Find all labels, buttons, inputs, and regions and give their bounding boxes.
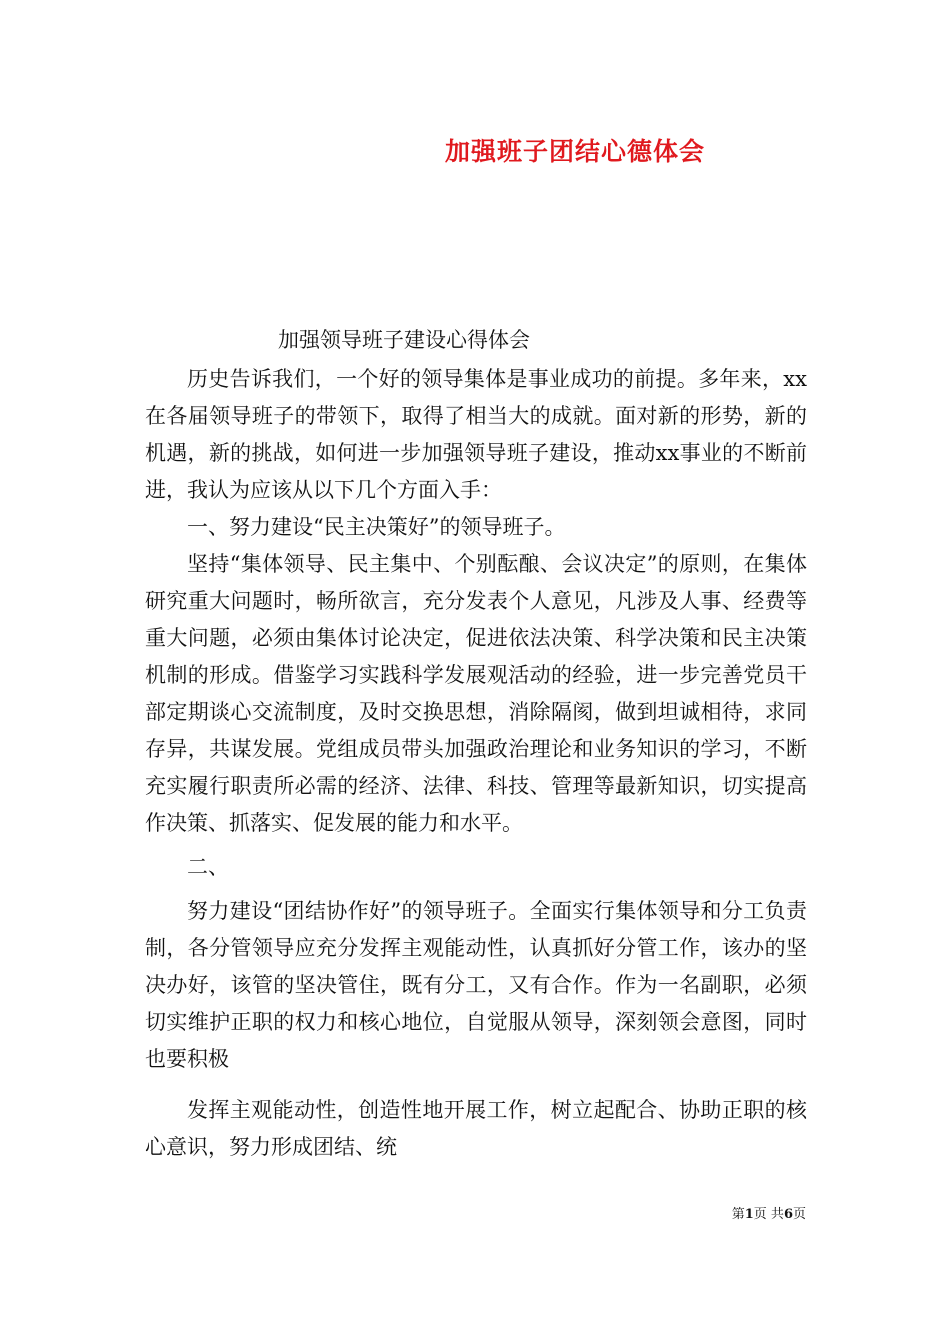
- paragraph-intro: 历史告诉我们，一个好的领导集体是事业成功的前提。多年来，xx在各届领导班子的带领下，取得了相当大的成就。面对新的形势，新的机遇，新的挑战，如何进一步加强领导班子建设，推动xx事业的不断前进，我认为应该从以下几个方面入手：: [145, 367, 807, 502]
- page-footer: [732, 1203, 806, 1222]
- document-title: 加强班子团结心德体会: [444, 137, 705, 166]
- document-body: [145, 322, 807, 1166]
- current-page-number: 1: [744, 1207, 754, 1222]
- footer-suffix: 页: [792, 1207, 806, 1222]
- paragraph-section-2-continued: 发挥主观能动性，创造性地开展工作，树立起配合、协助正职的核心意识，努力形成团结、统: [145, 1098, 807, 1159]
- paragraph-section-2: 努力建设“团结协作好”的领导班子。全面实行集体领导和分工负责制，各分管领导应充分发挥主观能动性，认真抓好分管工作，该办的坚决办好，该管的坚决管住，既有分工，又有合作。作为一名副职，必须切实维护正职的权力和核心地位，自觉服从领导，深刻领会意图，同时也要积极: [145, 899, 807, 1071]
- document-subtitle: 加强领导班子建设心得体会: [278, 328, 530, 352]
- footer-middle: 页 共: [753, 1207, 784, 1222]
- paragraph-section-1: 坚持“集体领导、民主集中、个别酝酿、会议决定”的原则，在集体研究重大问题时，畅所欲言，充分发表个人意见，凡涉及人事、经费等重大问题，必须由集体讨论决定，促进依法决策、科学决策和民主决策机制的形成。借鉴学习实践科学发展观活动的经验，进一步完善党员干部定期谈心交流制度，及时交换思想，消除隔阂，做到坦诚相待，求同存异，共谋发展。党组成员带头加强政治理论和业务知识的学习，不断充实履行职责所必需的经济、法律、科技、管理等最新知识，切实提高作决策、抓落实、促发展的能力和水平。: [145, 552, 807, 835]
- section-heading-2: 二、: [187, 855, 229, 879]
- total-pages-number: 6: [783, 1207, 793, 1222]
- section-heading-1: 一、努力建设“民主决策好”的领导班子。: [187, 515, 566, 539]
- footer-prefix: 第: [731, 1207, 745, 1222]
